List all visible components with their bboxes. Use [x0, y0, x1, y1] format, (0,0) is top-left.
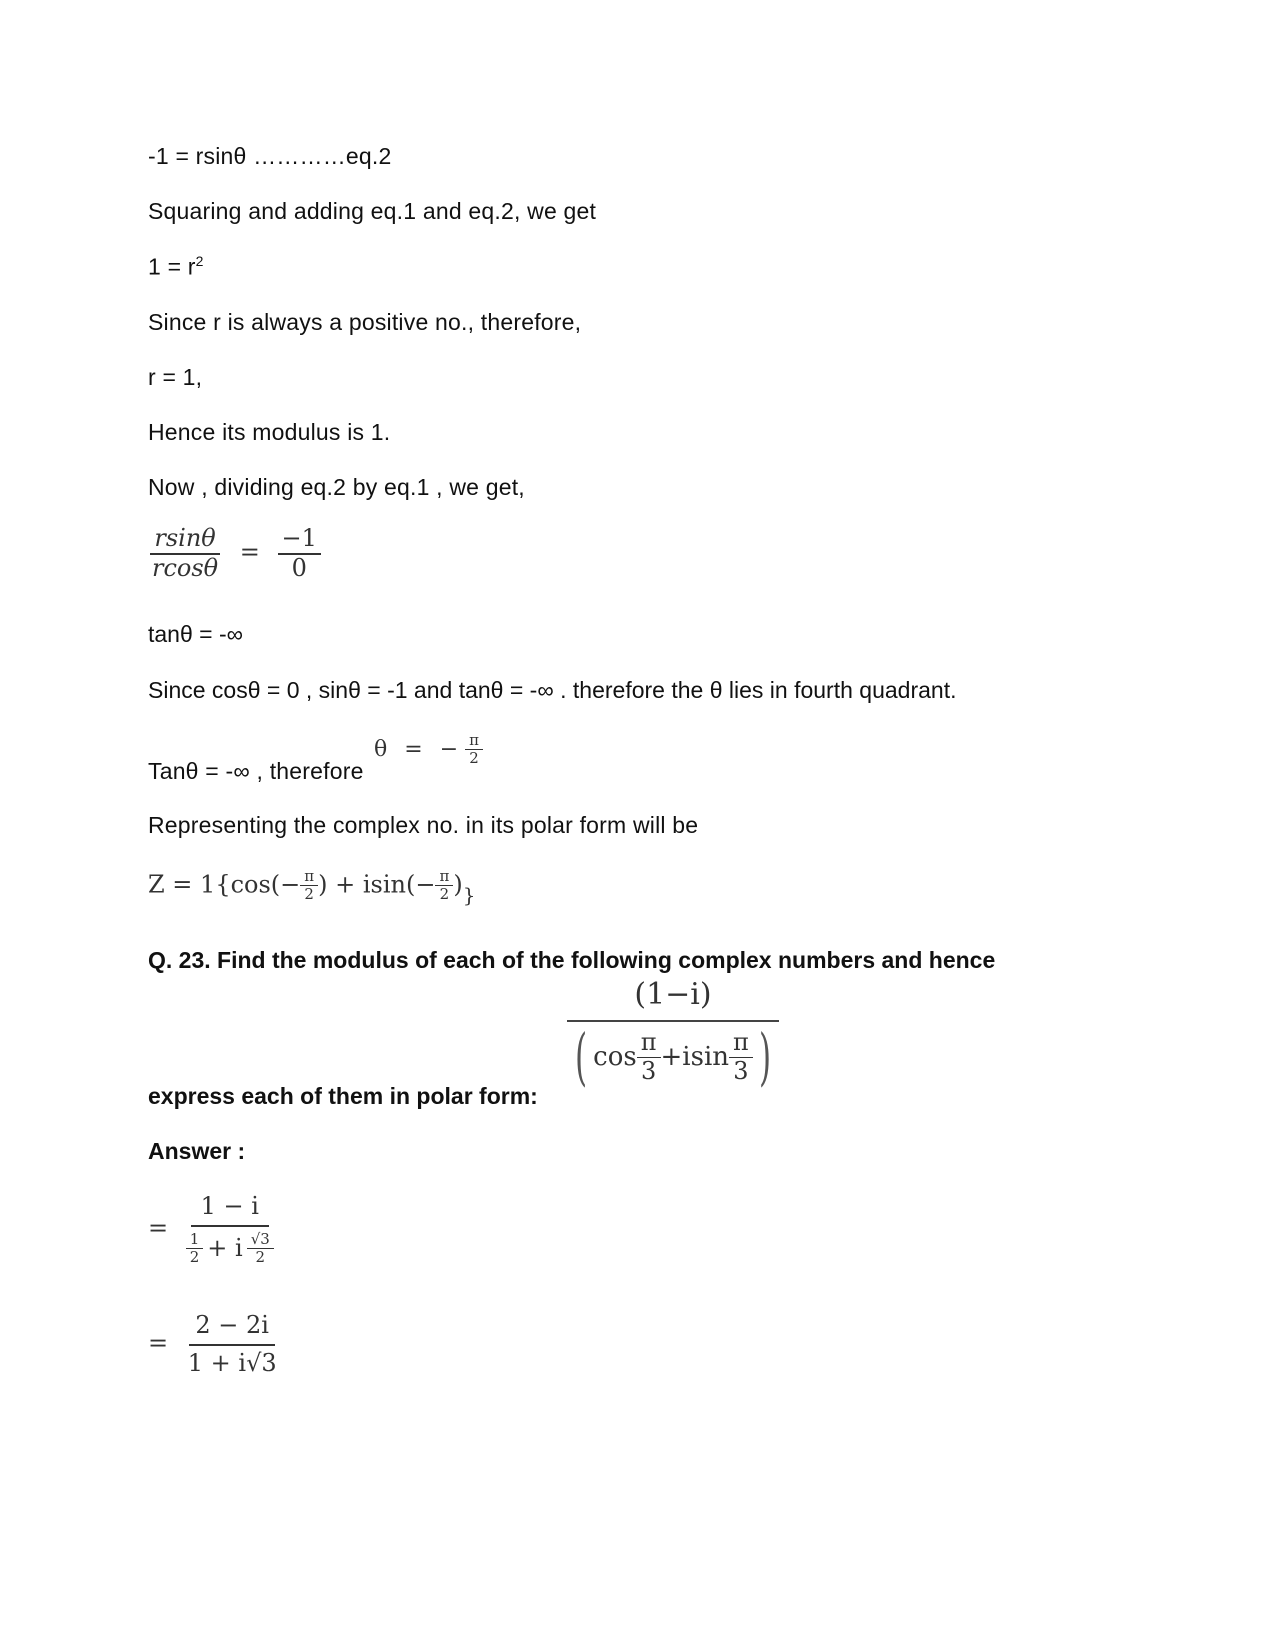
half-numerator: 1 [186, 1231, 204, 1249]
tan-therefore-line: Tanθ = -∞ , therefore [148, 758, 364, 784]
answer-label: Answer : [148, 1138, 246, 1164]
dividing-line: Now , dividing eq.2 by eq.1 , we get, [148, 474, 525, 500]
ratio-numerator: rsinθ [150, 525, 219, 555]
z-prefix: Z = 1{cos(− [148, 870, 301, 899]
equals-sign: = [239, 538, 260, 567]
plus-i: + i [207, 1233, 243, 1262]
squaring-line: Squaring and adding eq.1 and eq.2, we get [148, 198, 597, 224]
question-line-1: Q. 23. Find the modulus of each of the following complex numbers and hence [148, 947, 996, 973]
cos-label: cos [593, 1042, 637, 1072]
theta-equals: = [404, 736, 423, 762]
question-fraction-bar [567, 1020, 779, 1022]
ratio-equation [148, 525, 321, 582]
pi-over-3-second [729, 1029, 753, 1085]
answer-step-1 [148, 1193, 278, 1266]
quadrant-line: Since cosθ = 0 , sinθ = -1 and tanθ = -∞ . therefore the θ lies in fourth quadrant. [148, 677, 957, 703]
answer-step-2 [148, 1312, 283, 1377]
representing-line: Representing the complex no. in its polar form will be [148, 812, 699, 838]
two-denominator: 2 [469, 749, 479, 768]
step1-denominator [182, 1227, 278, 1267]
z-end-brace: } [462, 883, 476, 908]
step2-fraction [182, 1312, 283, 1377]
z-pi-over-2-second [435, 868, 453, 904]
step2-denominator: 1 + i√3 [187, 1348, 277, 1377]
question-fraction [567, 975, 779, 1093]
value-numerator: −1 [278, 525, 321, 555]
eq2-line: -1 = rsinθ …………eq.2 [148, 143, 392, 169]
r-equals-line: r = 1, [148, 364, 203, 390]
left-paren: ( [575, 1020, 588, 1093]
q-three-2: 3 [733, 1056, 749, 1085]
r-squared-exponent: 2 [195, 253, 204, 269]
ratio-denominator: rcosθ [152, 553, 219, 582]
step1-fraction [182, 1193, 278, 1266]
z-mid: ) + isin(− [318, 870, 436, 899]
sqrt3-denominator: 2 [255, 1247, 266, 1266]
one-half [186, 1231, 204, 1267]
question-numerator: (1−i) [634, 977, 712, 1012]
step1-numerator: 1 − i [191, 1193, 269, 1227]
pi-numerator: π [465, 732, 483, 750]
since-r-line: Since r is always a positive no., therefore, [148, 309, 582, 335]
z-pi-1: π [300, 868, 318, 886]
value-denominator: 0 [291, 553, 307, 582]
step1-equals: = [148, 1214, 169, 1243]
polar-form-equation [148, 867, 476, 908]
z-two-2: 2 [439, 885, 450, 904]
step2-equals: = [148, 1329, 169, 1358]
z-pi-over-2-first [300, 868, 318, 904]
q-pi-2: π [729, 1029, 753, 1058]
theta-minus: − [439, 736, 459, 762]
q-three-1: 3 [640, 1056, 657, 1085]
theta-value [374, 732, 483, 768]
r-squared-lhs: 1 = r [148, 253, 196, 280]
ratio-fraction [148, 525, 222, 582]
plus-isin-label: +isin [660, 1042, 730, 1072]
question-line-2: express each of them in polar form: [148, 1083, 538, 1109]
q-pi-1: π [637, 1029, 661, 1058]
pi-over-2 [465, 732, 483, 768]
sqrt3-numerator: √3 [247, 1231, 274, 1249]
r-squared-line [148, 253, 204, 281]
step2-numerator: 2 − 2i [189, 1312, 275, 1346]
question-denominator [567, 1020, 779, 1093]
modulus-line: Hence its modulus is 1. [148, 419, 391, 445]
right-paren: ) [758, 1020, 771, 1093]
tan-infinity-line: tanθ = -∞ [148, 621, 244, 647]
z-pi-2: π [435, 868, 453, 886]
sqrt3-over-2 [247, 1231, 274, 1267]
theta-symbol: θ [374, 736, 388, 762]
half-denominator: 2 [189, 1247, 200, 1266]
value-fraction [278, 525, 321, 582]
z-two-1: 2 [304, 885, 314, 904]
z-close: ) [453, 870, 463, 899]
pi-over-3-first [637, 1029, 661, 1085]
